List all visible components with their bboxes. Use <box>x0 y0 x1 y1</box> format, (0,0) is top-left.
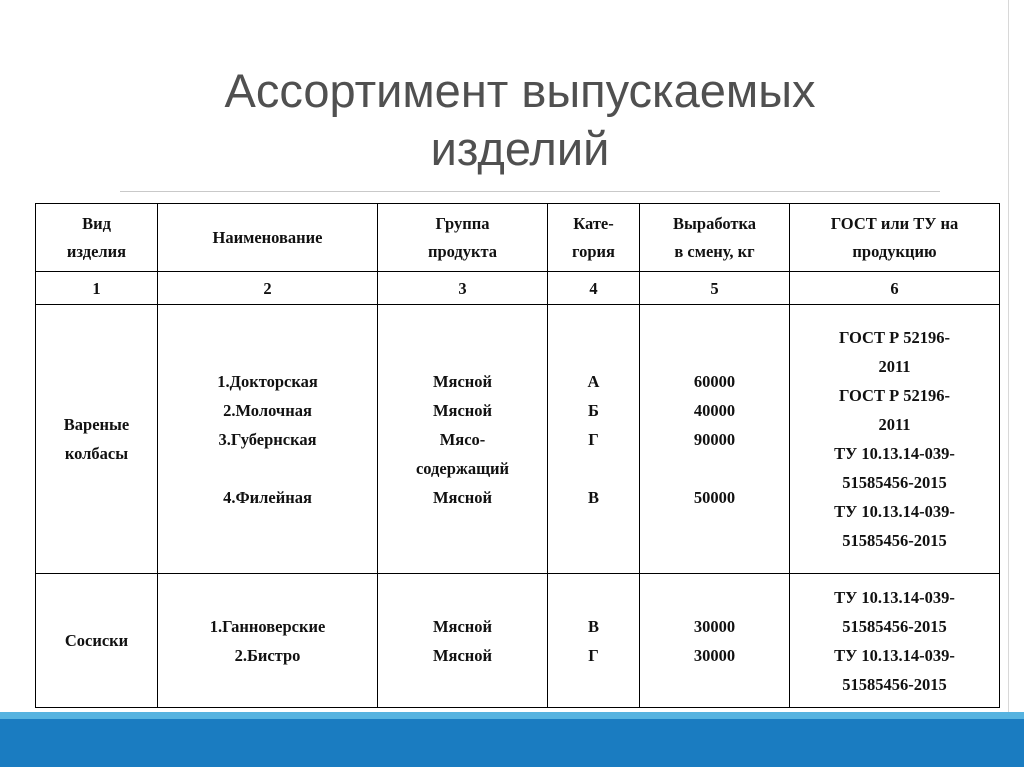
product-name: 1.Докторская <box>217 371 318 391</box>
standard-text: ТУ 10.13.14-039- <box>834 587 955 607</box>
standard-text: ТУ 10.13.14-039- <box>834 502 955 521</box>
title-divider <box>120 191 940 192</box>
standard-text: 51585456-2015 <box>842 674 947 694</box>
standard-text: 2011 <box>878 415 911 434</box>
product-type-cell <box>36 574 158 708</box>
table-header-row <box>36 204 1000 272</box>
product-name: 4.Филейная <box>223 487 312 507</box>
header-text: Выработка <box>673 213 756 233</box>
product-name: 2.Молочная <box>223 400 312 420</box>
category: Г <box>588 645 599 665</box>
product-group: Мясной <box>432 645 493 665</box>
header-cell <box>790 204 1000 272</box>
product-name: 1.Ганноверские <box>209 616 326 636</box>
header-text: Кате- <box>573 213 614 233</box>
header-text: продукцию <box>852 241 937 261</box>
product-names-cell <box>158 305 378 574</box>
output-cell <box>640 305 790 574</box>
product-type-cell <box>36 305 158 574</box>
product-names-cell <box>158 574 378 708</box>
footer-accent-bar <box>0 712 1024 719</box>
column-number-row <box>36 272 1000 305</box>
standard-text: 51585456-2015 <box>842 473 947 492</box>
column-number: 3 <box>378 272 548 305</box>
category: В <box>587 616 599 636</box>
output-value: 40000 <box>693 400 736 420</box>
header-cell <box>36 204 158 272</box>
column-number: 2 <box>158 272 378 305</box>
standard-text: ТУ 10.13.14-039- <box>834 645 955 665</box>
category: Б <box>588 400 599 420</box>
product-group: Мясо- <box>439 429 486 449</box>
product-name: 2.Бистро <box>234 645 301 665</box>
header-text: ГОСТ или ТУ на <box>830 213 959 233</box>
standard-text: 51585456-2015 <box>842 616 947 636</box>
product-type: Сосиски <box>64 631 129 650</box>
column-number: 4 <box>548 272 640 305</box>
product-type: Вареные <box>63 415 130 434</box>
header-cell <box>378 204 548 272</box>
column-number: 5 <box>640 272 790 305</box>
header-text: изделия <box>66 241 127 261</box>
product-group-cell <box>378 305 548 574</box>
category: Г <box>588 429 599 449</box>
output-value: 90000 <box>693 429 736 449</box>
assortment-table <box>35 203 1000 708</box>
header-cell <box>158 204 378 272</box>
output-value: 60000 <box>693 371 736 391</box>
slide-title <box>150 62 890 178</box>
header-text: Наименование <box>212 227 323 247</box>
standard-cell <box>790 574 1000 708</box>
output-value: 30000 <box>693 616 736 636</box>
header-text: Группа <box>435 213 490 233</box>
header-text: продукта <box>427 241 498 261</box>
output-value <box>644 454 785 483</box>
category <box>552 454 635 483</box>
standard-text: 51585456-2015 <box>842 531 947 550</box>
category: А <box>587 371 600 391</box>
output-value: 50000 <box>693 487 736 507</box>
header-cell <box>548 204 640 272</box>
product-type: колбасы <box>64 444 129 463</box>
product-group-cell <box>378 574 548 708</box>
header-text: в смену, кг <box>674 241 755 261</box>
product-group: Мясной <box>432 616 493 636</box>
column-number: 6 <box>790 272 1000 305</box>
product-name <box>162 454 373 483</box>
category-cell <box>548 574 640 708</box>
column-number: 1 <box>36 272 158 305</box>
header-cell <box>640 204 790 272</box>
footer-bar <box>0 719 1024 767</box>
slide-title-line-2: изделий <box>430 122 610 175</box>
standard-text: ГОСТ Р 52196- <box>838 386 951 405</box>
standard-text: 2011 <box>878 357 911 376</box>
product-group: содержащий <box>415 458 510 478</box>
table-row <box>36 305 1000 574</box>
product-group: Мясной <box>432 400 493 420</box>
standard-text: ГОСТ Р 52196- <box>838 328 951 347</box>
slide-frame-line <box>1008 0 1009 712</box>
header-text: гория <box>572 241 615 261</box>
category-cell <box>548 305 640 574</box>
slide-title-line-1: Ассортимент выпускаемых <box>224 64 816 117</box>
product-name: 3.Губернская <box>218 429 317 449</box>
header-text: Вид <box>82 213 111 233</box>
standard-text: ТУ 10.13.14-039- <box>834 444 955 463</box>
product-group: Мясной <box>432 487 493 507</box>
output-cell <box>640 574 790 708</box>
category: В <box>587 487 599 507</box>
output-value: 30000 <box>693 645 736 665</box>
product-group: Мясной <box>432 371 493 391</box>
table-row <box>36 574 1000 708</box>
standard-cell <box>790 305 1000 574</box>
